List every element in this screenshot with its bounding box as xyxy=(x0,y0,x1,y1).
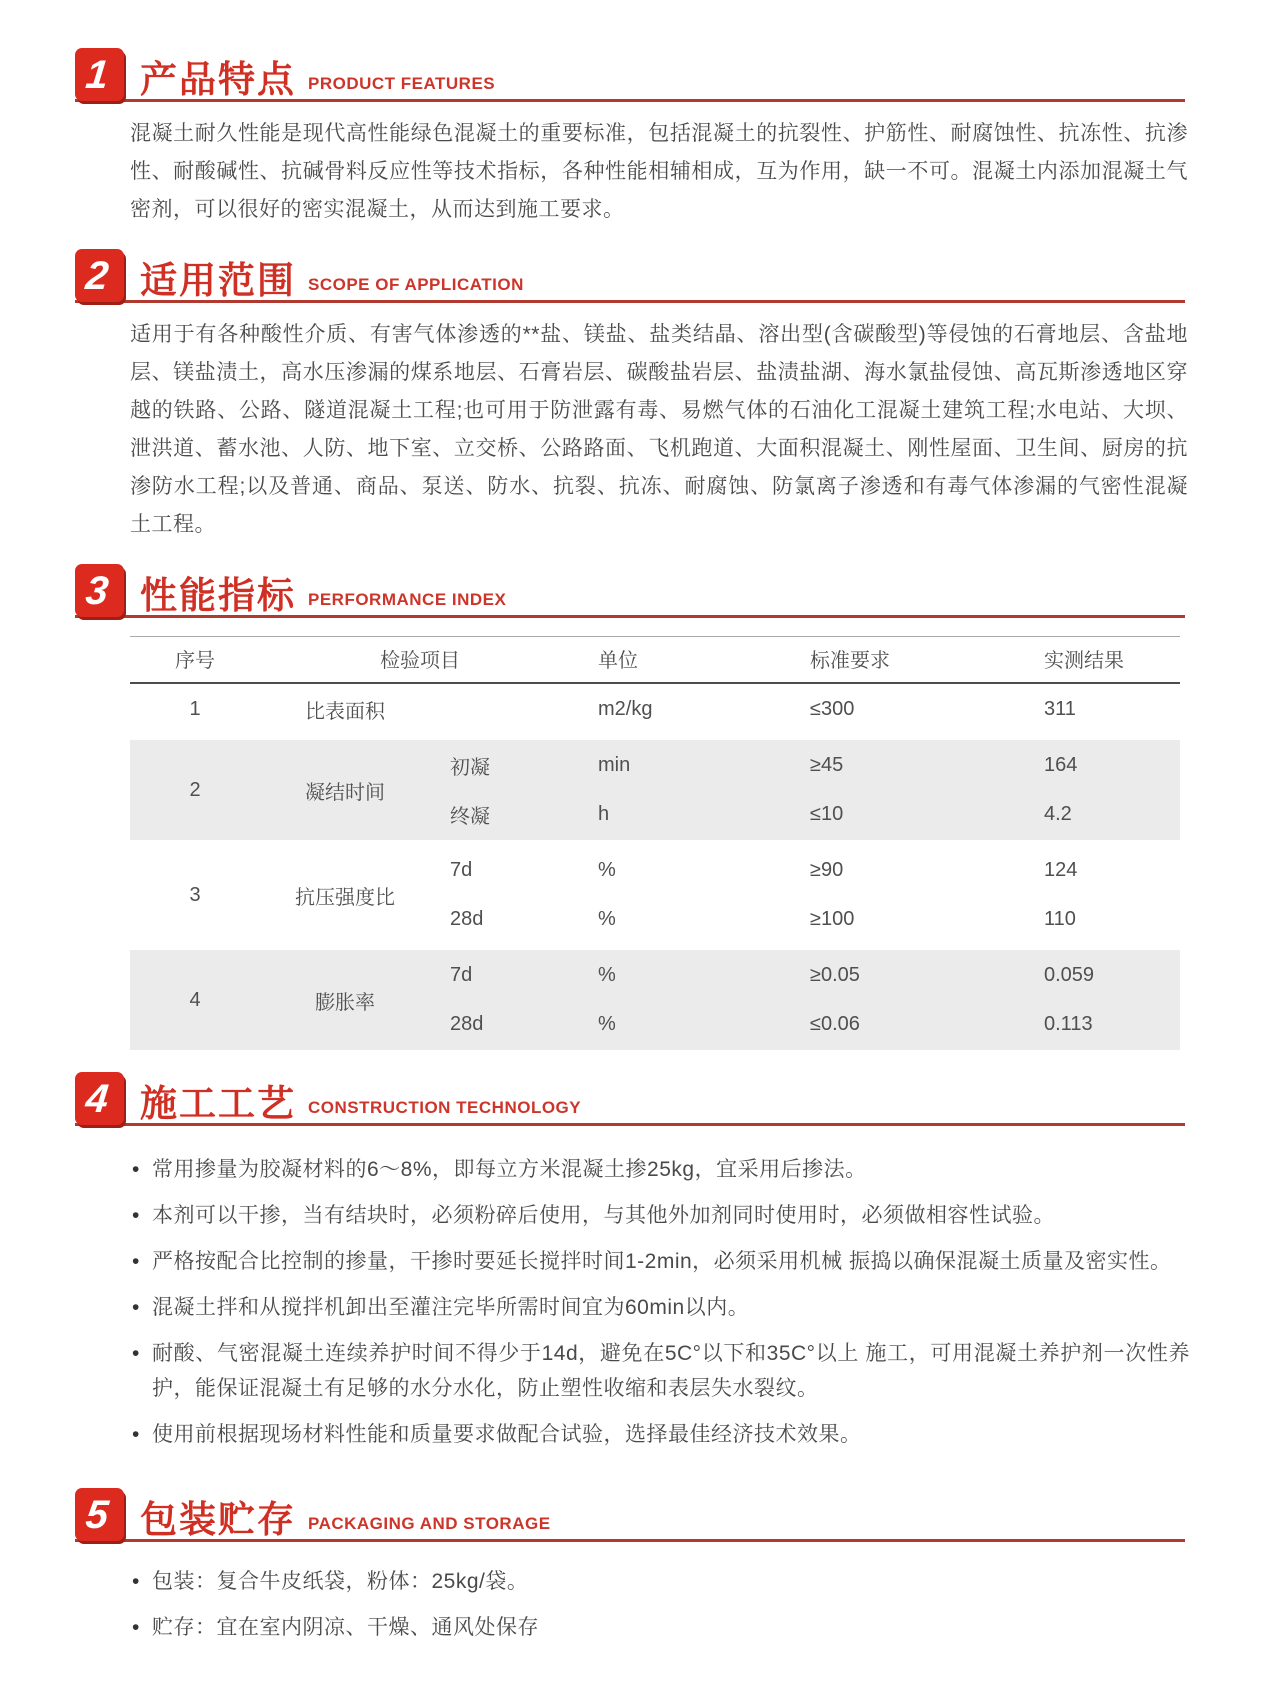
cell-unit: min xyxy=(598,754,631,776)
section-number-badge xyxy=(75,1488,124,1541)
cell-result: 4.2 xyxy=(1044,803,1072,825)
section-title-en: PRODUCT FEATURES xyxy=(308,74,496,93)
cell-unit: % xyxy=(598,1013,616,1035)
cell-item: 凝结时间 xyxy=(305,781,385,804)
cell-item: 膨胀率 xyxy=(315,991,375,1014)
section-header xyxy=(75,249,1185,303)
cell-no: 1 xyxy=(189,698,201,720)
cell-sub: 初凝 xyxy=(450,757,490,779)
section-number: 2 xyxy=(84,253,111,298)
cell-unit: % xyxy=(598,964,616,986)
section-title-cn: 产品特点 xyxy=(140,59,296,100)
cell-no: 4 xyxy=(189,988,201,1011)
cell-standard: ≥0.05 xyxy=(810,964,860,986)
cell-standard: ≥45 xyxy=(810,754,844,776)
section-header xyxy=(75,564,1185,618)
cell-standard: ≥90 xyxy=(810,859,844,881)
cell-sub: 28d xyxy=(450,908,484,930)
table-row xyxy=(130,740,1180,840)
section-number: 5 xyxy=(84,1492,111,1537)
section-title-cn: 适用范围 xyxy=(140,260,296,301)
cell-sub: 终凝 xyxy=(450,806,490,828)
column-header-unit: 单位 xyxy=(598,650,638,672)
cell-unit: % xyxy=(598,859,616,881)
table-row xyxy=(130,684,1180,735)
cell-unit: h xyxy=(598,803,610,825)
section-number-badge xyxy=(75,1072,124,1125)
cell-no: 3 xyxy=(189,883,201,906)
section-number: 4 xyxy=(84,1076,111,1121)
column-header-result: 实测结果 xyxy=(1044,650,1124,672)
cell-result: 124 xyxy=(1044,859,1078,881)
cell-sub: 7d xyxy=(450,964,473,986)
list-item: • 贮存：宜在室内阴凉、干燥、通风处保存 xyxy=(130,1610,1190,1645)
section-title-cn: 包装贮存 xyxy=(140,1499,296,1540)
cell-sub xyxy=(430,685,580,734)
section-number-badge xyxy=(75,564,124,617)
cell-item: 比表面积 xyxy=(305,701,385,723)
section-number: 3 xyxy=(84,568,111,613)
section-title-en: PERFORMANCE INDEX xyxy=(308,590,507,609)
cell-result: 0.113 xyxy=(1044,1013,1093,1035)
section-title-en: PACKAGING AND STORAGE xyxy=(308,1514,551,1533)
cell-result: 0.059 xyxy=(1044,964,1095,986)
cell-standard: ≤300 xyxy=(810,698,855,720)
list-item: • 本剂可以干掺，当有结块时，必须粉碎后使用，与其他外加剂同时使用时，必须做相容性试验。 xyxy=(130,1198,1190,1233)
section-header xyxy=(75,48,1185,102)
column-header-item: 检验项目 xyxy=(380,650,460,672)
section-title-en: SCOPE OF APPLICATION xyxy=(308,275,524,294)
list-item: • 使用前根据现场材料性能和质量要求做配合试验，选择最佳经济技术效果。 xyxy=(130,1417,1190,1452)
cell-sub: 28d xyxy=(450,1013,484,1035)
cell-item: 抗压强度比 xyxy=(295,886,395,909)
cell-result: 311 xyxy=(1044,698,1076,720)
cell-sub: 7d xyxy=(450,859,473,881)
section-performance-index xyxy=(75,564,1185,1050)
section-title-cn: 施工工艺 xyxy=(140,1083,296,1124)
cell-unit: % xyxy=(598,908,616,930)
section-scope-of-application xyxy=(75,249,1188,544)
column-header-standard: 标准要求 xyxy=(810,650,890,672)
performance-table xyxy=(130,636,1180,1050)
cell-result: 164 xyxy=(1044,754,1078,776)
section-product-features xyxy=(75,48,1188,229)
list-item: • 包装：复合牛皮纸袋，粉体：25kg/袋。 xyxy=(130,1564,1190,1599)
section-number-badge xyxy=(75,48,124,101)
section-header xyxy=(75,1488,1185,1542)
section-number-badge xyxy=(75,249,124,302)
list-item: • 耐酸、气密混凝土连续养护时间不得少于14d，避免在5C°以下和35C°以上 施工，可用混凝土养护剂一次性养护，能保证混凝土有足够的水分水化，防止塑性收缩和表层失水裂纹。 xyxy=(130,1336,1190,1406)
construction-bullet-list xyxy=(130,1152,1190,1452)
cell-result: 110 xyxy=(1044,908,1076,930)
cell-no: 2 xyxy=(189,778,201,801)
list-item: • 常用掺量为胶凝材料的6～8%，即每立方米混凝土掺25kg，宜采用后掺法。 xyxy=(130,1152,1190,1187)
section-packaging-storage xyxy=(75,1488,1185,1645)
section-header xyxy=(75,1072,1185,1126)
section-paragraph: 适用于有各种酸性介质、有害气体渗透的**盐、镁盐、盐类结晶、溶出型(含碳酸型)等侵蚀的石膏地层、含盐地层、镁盐渍土，高水压渗漏的煤系地层、石膏岩层、碳酸盐岩层、盐渍盐湖、海水氯盐侵蚀、高瓦斯渗透地区穿越的铁路、公路、隧道混凝土工程;也可用于防泄露有毒、易燃气体的石油化工混凝土建筑工程;水电站、大坝、泄洪道、蓄水池、人防、地下室、立交桥、公路路面、飞机跑道、大面积混凝土、刚性屋面、卫生间、厨房的抗渗防水工程;以及普通、商品、泵送、防水、抗裂、抗冻、耐腐蚀、防氯离子渗透和有毒气体渗漏的气密性混凝土工程。 xyxy=(130,323,1188,536)
cell-standard: ≤10 xyxy=(810,803,844,825)
column-header-no: 序号 xyxy=(175,650,215,672)
table-row xyxy=(130,845,1180,945)
section-construction-technology xyxy=(75,1072,1190,1452)
list-item: • 混凝土拌和从搅拌机卸出至灌注完毕所需时间宜为60min以内。 xyxy=(130,1290,1190,1325)
cell-standard: ≥100 xyxy=(810,908,855,930)
table-row xyxy=(130,950,1180,1050)
section-number: 1 xyxy=(84,52,111,97)
table-header-row xyxy=(130,636,1180,684)
list-item: • 严格按配合比控制的掺量，干掺时要延长搅拌时间1-2min，必须采用机械 振捣以确保混凝土质量及密实性。 xyxy=(130,1244,1190,1279)
cell-standard: ≤0.06 xyxy=(810,1013,860,1035)
section-paragraph: 混凝土耐久性能是现代高性能绿色混凝土的重要标准，包括混凝土的抗裂性、护筋性、耐腐蚀性、抗冻性、抗渗性、耐酸碱性、抗碱骨料反应性等技术指标，各种性能相辅相成，互为作用，缺一不可。混凝土内添加混凝土气密剂，可以很好的密实混凝土，从而达到施工要求。 xyxy=(130,122,1188,221)
packaging-bullet-list xyxy=(130,1564,1190,1645)
section-title-en: CONSTRUCTION TECHNOLOGY xyxy=(308,1098,582,1117)
section-title-cn: 性能指标 xyxy=(140,575,296,616)
cell-unit: m2/kg xyxy=(598,698,653,720)
